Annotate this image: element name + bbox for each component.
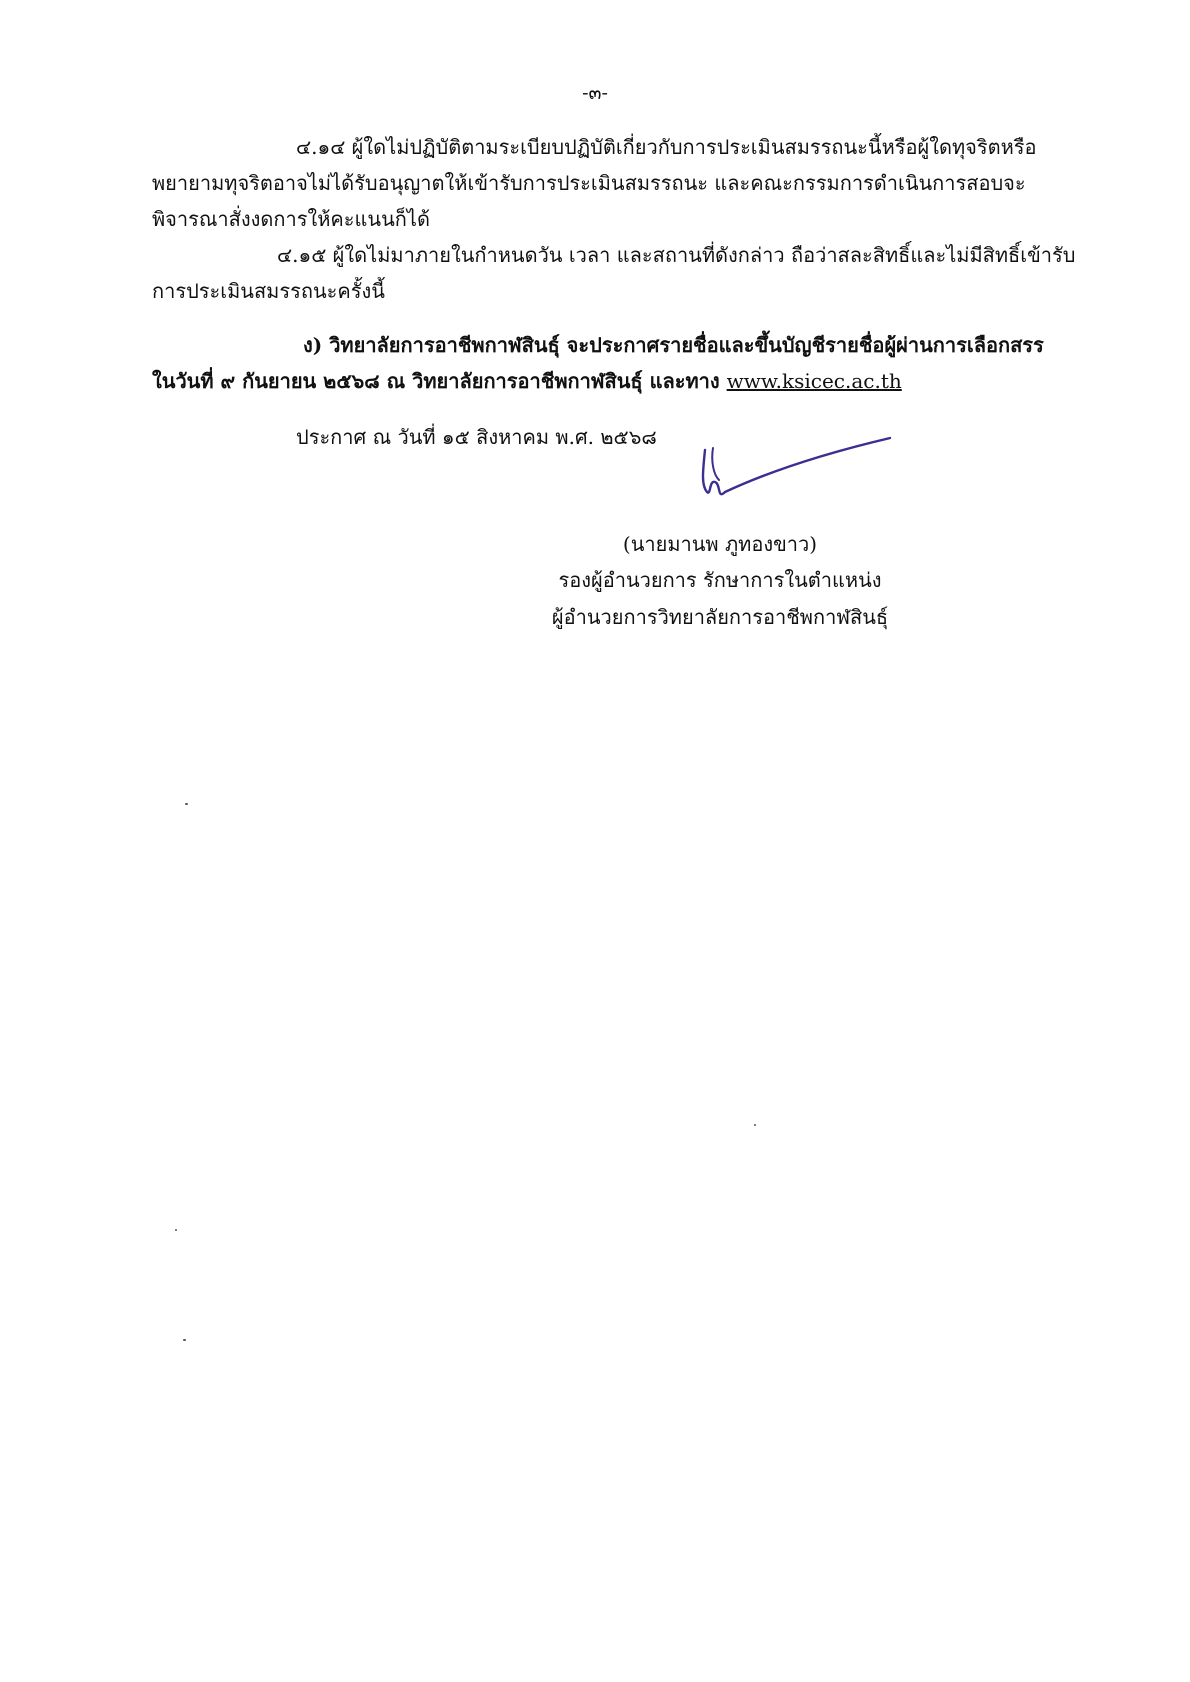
item-4-14-line-1: ๔.๑๔ ผู้ใดไม่ปฏิบัติตามระเบียบปฏิบัติเกี่ยวกับการประเมินสมรรถนะนี้หรือผู้ใดทุจริตหรือ	[296, 135, 1037, 159]
section-d-line-2	[152, 366, 902, 396]
signature	[695, 430, 895, 520]
item-4-14-line-2: พยายามทุจริตอาจไม่ได้รับอนุญาตให้เข้ารับการประเมินสมรรถนะ และคณะกรรมการดำเนินการสอบจะ	[152, 171, 1026, 195]
page-number: -๓-	[582, 82, 608, 104]
scan-speck	[183, 1339, 186, 1341]
scan-speck	[175, 1229, 177, 1231]
scan-speck	[185, 803, 188, 805]
item-4-15-line-1: ๔.๑๕ ผู้ใดไม่มาภายในกำหนดวัน เวลา และสถานที่ดังกล่าว ถือว่าสละสิทธิ์และไม่มีสิทธิ์เข้ารับ	[277, 243, 1076, 267]
announce-date: ประกาศ ณ วันที่ ๑๕ สิงหาคม พ.ศ. ๒๕๖๘	[296, 425, 657, 449]
signatory-position-1: รองผู้อำนวยการ รักษาการในตำแหน่ง	[558, 568, 882, 592]
section-d-line-1: ง) วิทยาลัยการอาชีพกาฬสินธุ์ จะประกาศรายชื่อและขึ้นบัญชีรายชื่อผู้ผ่านการเลือกสรร	[303, 333, 1044, 357]
section-d-line-2-text: ในวันที่ ๙ กันยายน ๒๕๖๘ ณ วิทยาลัยการอาชีพกาฬสินธุ์ และทาง	[152, 369, 720, 393]
signatory-name: (นายมานพ ภูทองขาว)	[622, 532, 818, 556]
item-4-14-line-3: พิจารณาสั่งงดการให้คะแนนก็ได้	[152, 207, 430, 231]
signatory-position-2: ผู้อำนวยการวิทยาลัยการอาชีพกาฬสินธุ์	[551, 605, 889, 629]
item-4-15-line-2: การประเมินสมรรถนะครั้งนี้	[152, 279, 385, 303]
website-link[interactable]: www.ksicec.ac.th	[726, 369, 902, 393]
scan-speck	[754, 1124, 756, 1126]
